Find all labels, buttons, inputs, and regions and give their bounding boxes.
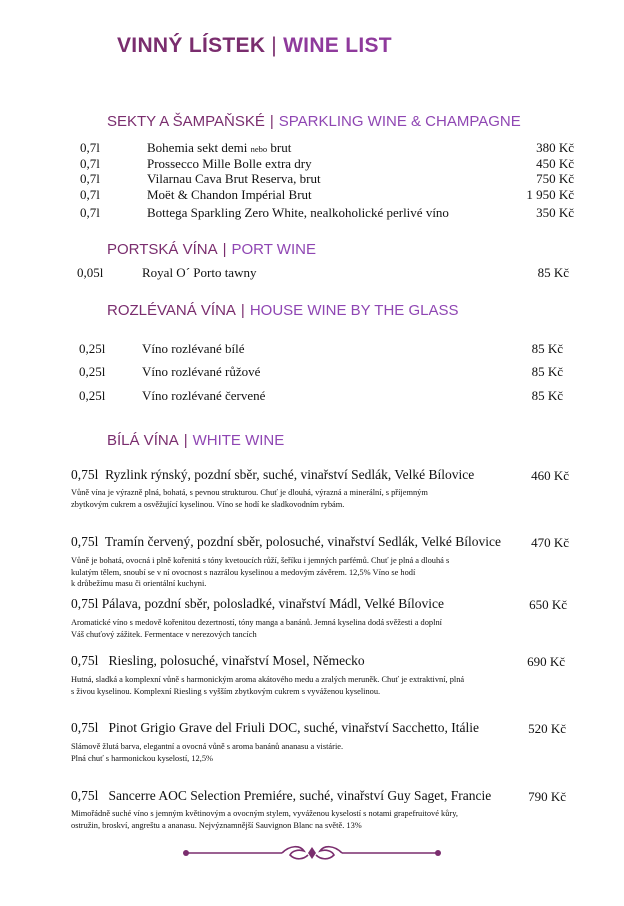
item-volume: 0,7l: [80, 205, 100, 220]
item-price: 790 Kč: [528, 789, 566, 804]
item-price: 460 Kč: [531, 468, 569, 483]
item-price: 85 Kč: [531, 341, 563, 356]
item-volume: 0,7l: [80, 156, 100, 171]
item-name-part: Bohemia sekt demi: [147, 140, 248, 155]
item-price: 85 Kč: [531, 388, 563, 403]
flourish-divider-icon: [182, 843, 442, 863]
description-line: k drůbežímu masu či orientální kuchyni.: [71, 579, 207, 588]
item-name: Riesling, polosuché, vinařství Mosel, Německo: [108, 653, 365, 668]
description-line: Aromatické víno s medově kořenitou dezertností, tóny manga a banánů. Jemná kyselina dodá svěžesti a doplní: [71, 618, 442, 627]
item-price: 470 Kč: [531, 535, 569, 550]
item-price: 380 Kč: [536, 140, 574, 155]
section-heading-port: [107, 241, 316, 258]
item-price: 750 Kč: [536, 171, 574, 186]
item-volume: 0,75l: [71, 788, 99, 803]
item-name: Moët & Chandon Impérial Brut: [147, 187, 312, 202]
item-name: Royal O´ Porto tawny: [142, 265, 257, 280]
item-name: Pinot Grigio Grave del Friuli DOC, suché, vinařství Sacchetto, Itálie: [108, 720, 479, 735]
item-price: 650 Kč: [529, 597, 567, 612]
wine-title: [71, 534, 501, 550]
heading-separator: |: [240, 302, 245, 319]
item-price: 690 Kč: [527, 654, 565, 669]
description-line: Vůně vína je výrazně plná, bohatá, s pevnou strukturou. Chuť je dlouhá, výrazná a minerální, s příjemným: [71, 488, 428, 497]
title-cz: VINNÝ LÍSTEK: [117, 34, 266, 57]
item-price: 350 Kč: [536, 205, 574, 220]
wine-description: [71, 741, 343, 764]
description-line: Slámově žlutá barva, elegantní a ovocná vůně s aroma banánů ananasu a vistárie.: [71, 742, 344, 751]
title-separator: |: [271, 34, 278, 57]
wine-title: [71, 467, 474, 483]
heading-en: PORT WINE: [231, 241, 316, 258]
description-line: Mimořádně suché víno s jemným květinovým a ovocným stylem, vyváženou kyselostí s notami grapefruitové kůry,: [71, 809, 458, 818]
heading-cz: ROZLÉVANÁ VÍNA: [107, 302, 236, 319]
item-price: 520 Kč: [528, 721, 566, 736]
heading-separator: |: [183, 432, 188, 449]
wine-description: [71, 808, 458, 831]
item-name: Víno rozlévané růžové: [142, 364, 261, 379]
description-line: zbytkovým cukrem a osvěžující kyselinou. Víno se hodí ke sladkovodním rybám.: [71, 499, 345, 509]
wine-title: [71, 788, 491, 804]
item-volume: 0,75l: [71, 534, 99, 549]
item-name-small: nebo: [250, 144, 268, 154]
section-heading-house: [107, 302, 459, 319]
item-volume: 0,75l: [71, 653, 99, 668]
title-en: WINE LIST: [283, 34, 392, 57]
section-heading-white: [107, 432, 284, 449]
item-volume: 0,05l: [77, 265, 104, 280]
item-volume: 0,25l: [79, 341, 106, 356]
item-volume: 0,75l: [71, 467, 99, 482]
heading-cz: BÍLÁ VÍNA: [107, 432, 179, 449]
item-name: Víno rozlévané červené: [142, 388, 266, 403]
description-line: kulatým tělem, snoubí se v ní ovocnost s nazrálou kyselinou a medovým závěrem. 12,5% Víno se hodí: [71, 567, 416, 577]
description-line: Vůně je bohatá, ovocná i plně kořenitá s tóny kvetoucích růží, šeříku i jemných parfémů. Chuť je plná a dlouhá s: [71, 556, 450, 565]
item-name: Tramín červený, pozdní sběr, polosuché, vinařství Sedlák, Velké Bílovice: [104, 534, 502, 549]
item-volume: 0,75l: [71, 720, 99, 735]
wine-description: [71, 555, 449, 590]
item-price: 85 Kč: [537, 265, 569, 280]
item-name: Víno rozlévané bílé: [142, 341, 245, 356]
item-name: Vilarnau Cava Brut Reserva, brut: [147, 171, 321, 186]
wine-title: [71, 720, 479, 736]
heading-en: WHITE WINE: [192, 432, 285, 449]
item-volume: 0,25l: [79, 388, 106, 403]
heading-separator: |: [269, 113, 274, 130]
heading-cz: SEKTY A ŠAMPAŇSKÉ: [107, 113, 265, 130]
page-title: [117, 34, 392, 58]
item-volume: 0,25l: [79, 364, 106, 379]
heading-cz: PORTSKÁ VÍNA: [107, 241, 218, 258]
item-volume: 0,7l: [80, 171, 100, 186]
heading-en: HOUSE WINE BY THE GLASS: [249, 302, 459, 319]
wine-description: [71, 674, 464, 697]
item-name: Pálava, pozdní sběr, polosladké, vinařství Mádl, Velké Bílovice: [101, 596, 445, 611]
wine-title: [71, 653, 365, 669]
heading-en: SPARKLING WINE & CHAMPAGNE: [278, 113, 521, 130]
wine-description: [71, 617, 442, 640]
section-heading-sparkling: [107, 113, 521, 130]
item-volume: 0,7l: [80, 187, 100, 202]
item-name: [147, 140, 291, 156]
item-volume: 0,75l: [71, 596, 99, 611]
description-line: ostružin, broskví, angreštu a ananasu. Nejvýznamnější Sauvignon Blanc na světě. 13%: [71, 820, 362, 830]
item-name: Ryzlink rýnský, pozdní sběr, suché, vinařství Sedlák, Velké Bílovice: [105, 467, 475, 482]
item-name: Prossecco Mille Bolle extra dry: [147, 156, 312, 171]
item-price: 85 Kč: [531, 364, 563, 379]
heading-separator: |: [222, 241, 227, 258]
description-line: Hutná, sladká a komplexní vůně s harmonickým aroma akátového medu a zralých meruněk. Chuť je extraktivní, plná: [71, 675, 465, 684]
item-price: 450 Kč: [536, 156, 574, 171]
item-name-part: brut: [270, 140, 292, 155]
description-line: Váš chuťový zážitek. Fermentace v nerezových tancích: [71, 629, 257, 639]
description-line: Plná chuť s harmonickou kyselostí, 12,5%: [71, 753, 213, 763]
description-line: s živou kyselinou. Komplexní Riesling s vyšším zbytkovým cukrem s vyváženou kyselinou.: [71, 686, 381, 696]
item-name: Bottega Sparkling Zero White, nealkoholické perlivé víno: [147, 205, 449, 220]
wine-description: [71, 487, 428, 510]
item-price: 1 950 Kč: [526, 187, 574, 202]
item-name: Sancerre AOC Selection Premiére, suché, vinařství Guy Saget, Francie: [108, 788, 492, 803]
item-volume: 0,7l: [80, 140, 100, 155]
wine-title: [71, 596, 444, 612]
